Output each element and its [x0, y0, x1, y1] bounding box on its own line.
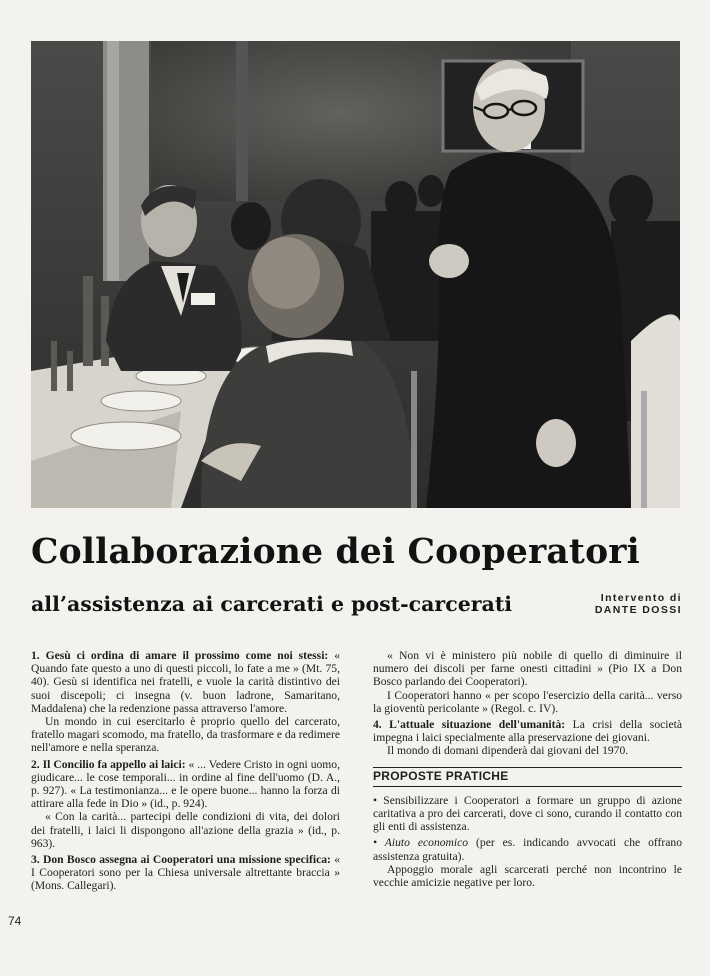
left-column — [31, 649, 340, 893]
paragraph — [373, 744, 682, 757]
paragraph-text: Il mondo di domani dipenderà dai giovani del 1970. — [387, 744, 629, 758]
paragraph-text: I Cooperatori hanno « per scopo l'esercizio della carità... verso la gioventù pericolante » (Regol. c. IV). — [373, 688, 682, 715]
proposal-item — [373, 863, 682, 889]
section-heading: 2. Il Concilio fa appello ai laici: — [31, 757, 186, 771]
right-column — [373, 649, 682, 889]
proposal-text: • Sensibilizzare i Cooperatori a formare un gruppo di azione caritativa a pro dei carcerati, dove ci sono, curando il contatto con gli enti di assistenza. — [373, 793, 682, 834]
proposal-text: Appoggio morale agli scarcerati perché non incontrino le vecchie amicizie negative per loro. — [373, 862, 682, 890]
paragraph — [373, 718, 682, 744]
paragraph-text: Un mondo in cui esercitarlo è proprio quello del carcerato, fratello magari scomodo, ma fratello, da trasformare e da redimere nell'amore e nella speranza. — [31, 715, 340, 755]
proposal-label: • Aiuto economico — [373, 836, 469, 850]
proposal-item — [373, 836, 682, 862]
paragraph-text: « Quando fate questo a uno di questi piccoli, lo fate a me » (Mt. 75, 40). Gesù si identifica nei fratelli, e vuole la carità distintivo dei suoi discepoli; ci insegna (v. buon ladrone, Samaritano, Maddalena) che la redenzione passa attraverso l'amore. — [31, 649, 340, 715]
paragraph-text: « Con la carità... partecipi delle condizioni di vita, dei dolori dei fratelli, i laici li dispongono all'azione della grazia » (id., p. 963). — [31, 810, 340, 850]
page-number: 74 — [8, 914, 22, 928]
banquet-photo — [31, 41, 680, 508]
paragraph — [31, 715, 340, 755]
proposal-item — [373, 794, 682, 834]
article-title: Collaborazione dei Cooperatori — [31, 532, 640, 572]
byline-prefix: Intervento di — [600, 592, 682, 604]
paragraph-text: « Non vi è ministero più nobile di quello di diminuire il numero dei discoli per farne onesti cittadini » (Pio IX a Don Bosco parlando dei Cooperatori). — [373, 649, 682, 689]
section-heading: 4. L'attuale situazione dell'umanità: — [373, 718, 566, 732]
paragraph — [31, 649, 340, 715]
byline — [595, 592, 682, 616]
paragraph-text: « ... Vedere Cristo in ogni uomo, giudicare... le cose temporali... in ordine al fine dell'uomo (D. A., p. 927). « La testimonianza... e le opere buone... hanno la forza di attirare alla fede in Dio » (id., p. 924). — [31, 757, 340, 811]
proposte-heading: PROPOSTE PRATICHE — [373, 767, 682, 787]
paragraph — [31, 853, 340, 893]
paragraph — [31, 810, 340, 850]
paragraph-text: La crisi della società impegna i laici specialmente alla preservazione dei giovani. — [373, 718, 682, 745]
section-heading: 1. Gesù ci ordina di amare il prossimo come noi stessi: — [31, 649, 329, 662]
paragraph — [31, 758, 340, 811]
byline-author: DANTE DOSSI — [594, 604, 682, 616]
paragraph-text: « I Cooperatori sono per la Chiesa universale altrettante braccia » (Mons. Callegari). — [31, 853, 340, 893]
proposal-text: (per es. indicando avvocati che offrano assistenza gratuita). — [373, 836, 682, 863]
paragraph — [373, 649, 682, 689]
paragraph — [373, 689, 682, 715]
section-heading: 3. Don Bosco assegna ai Cooperatori una missione specifica: — [31, 853, 331, 867]
article-subtitle: all’assistenza ai carcerati e post-carcerati — [31, 592, 513, 616]
